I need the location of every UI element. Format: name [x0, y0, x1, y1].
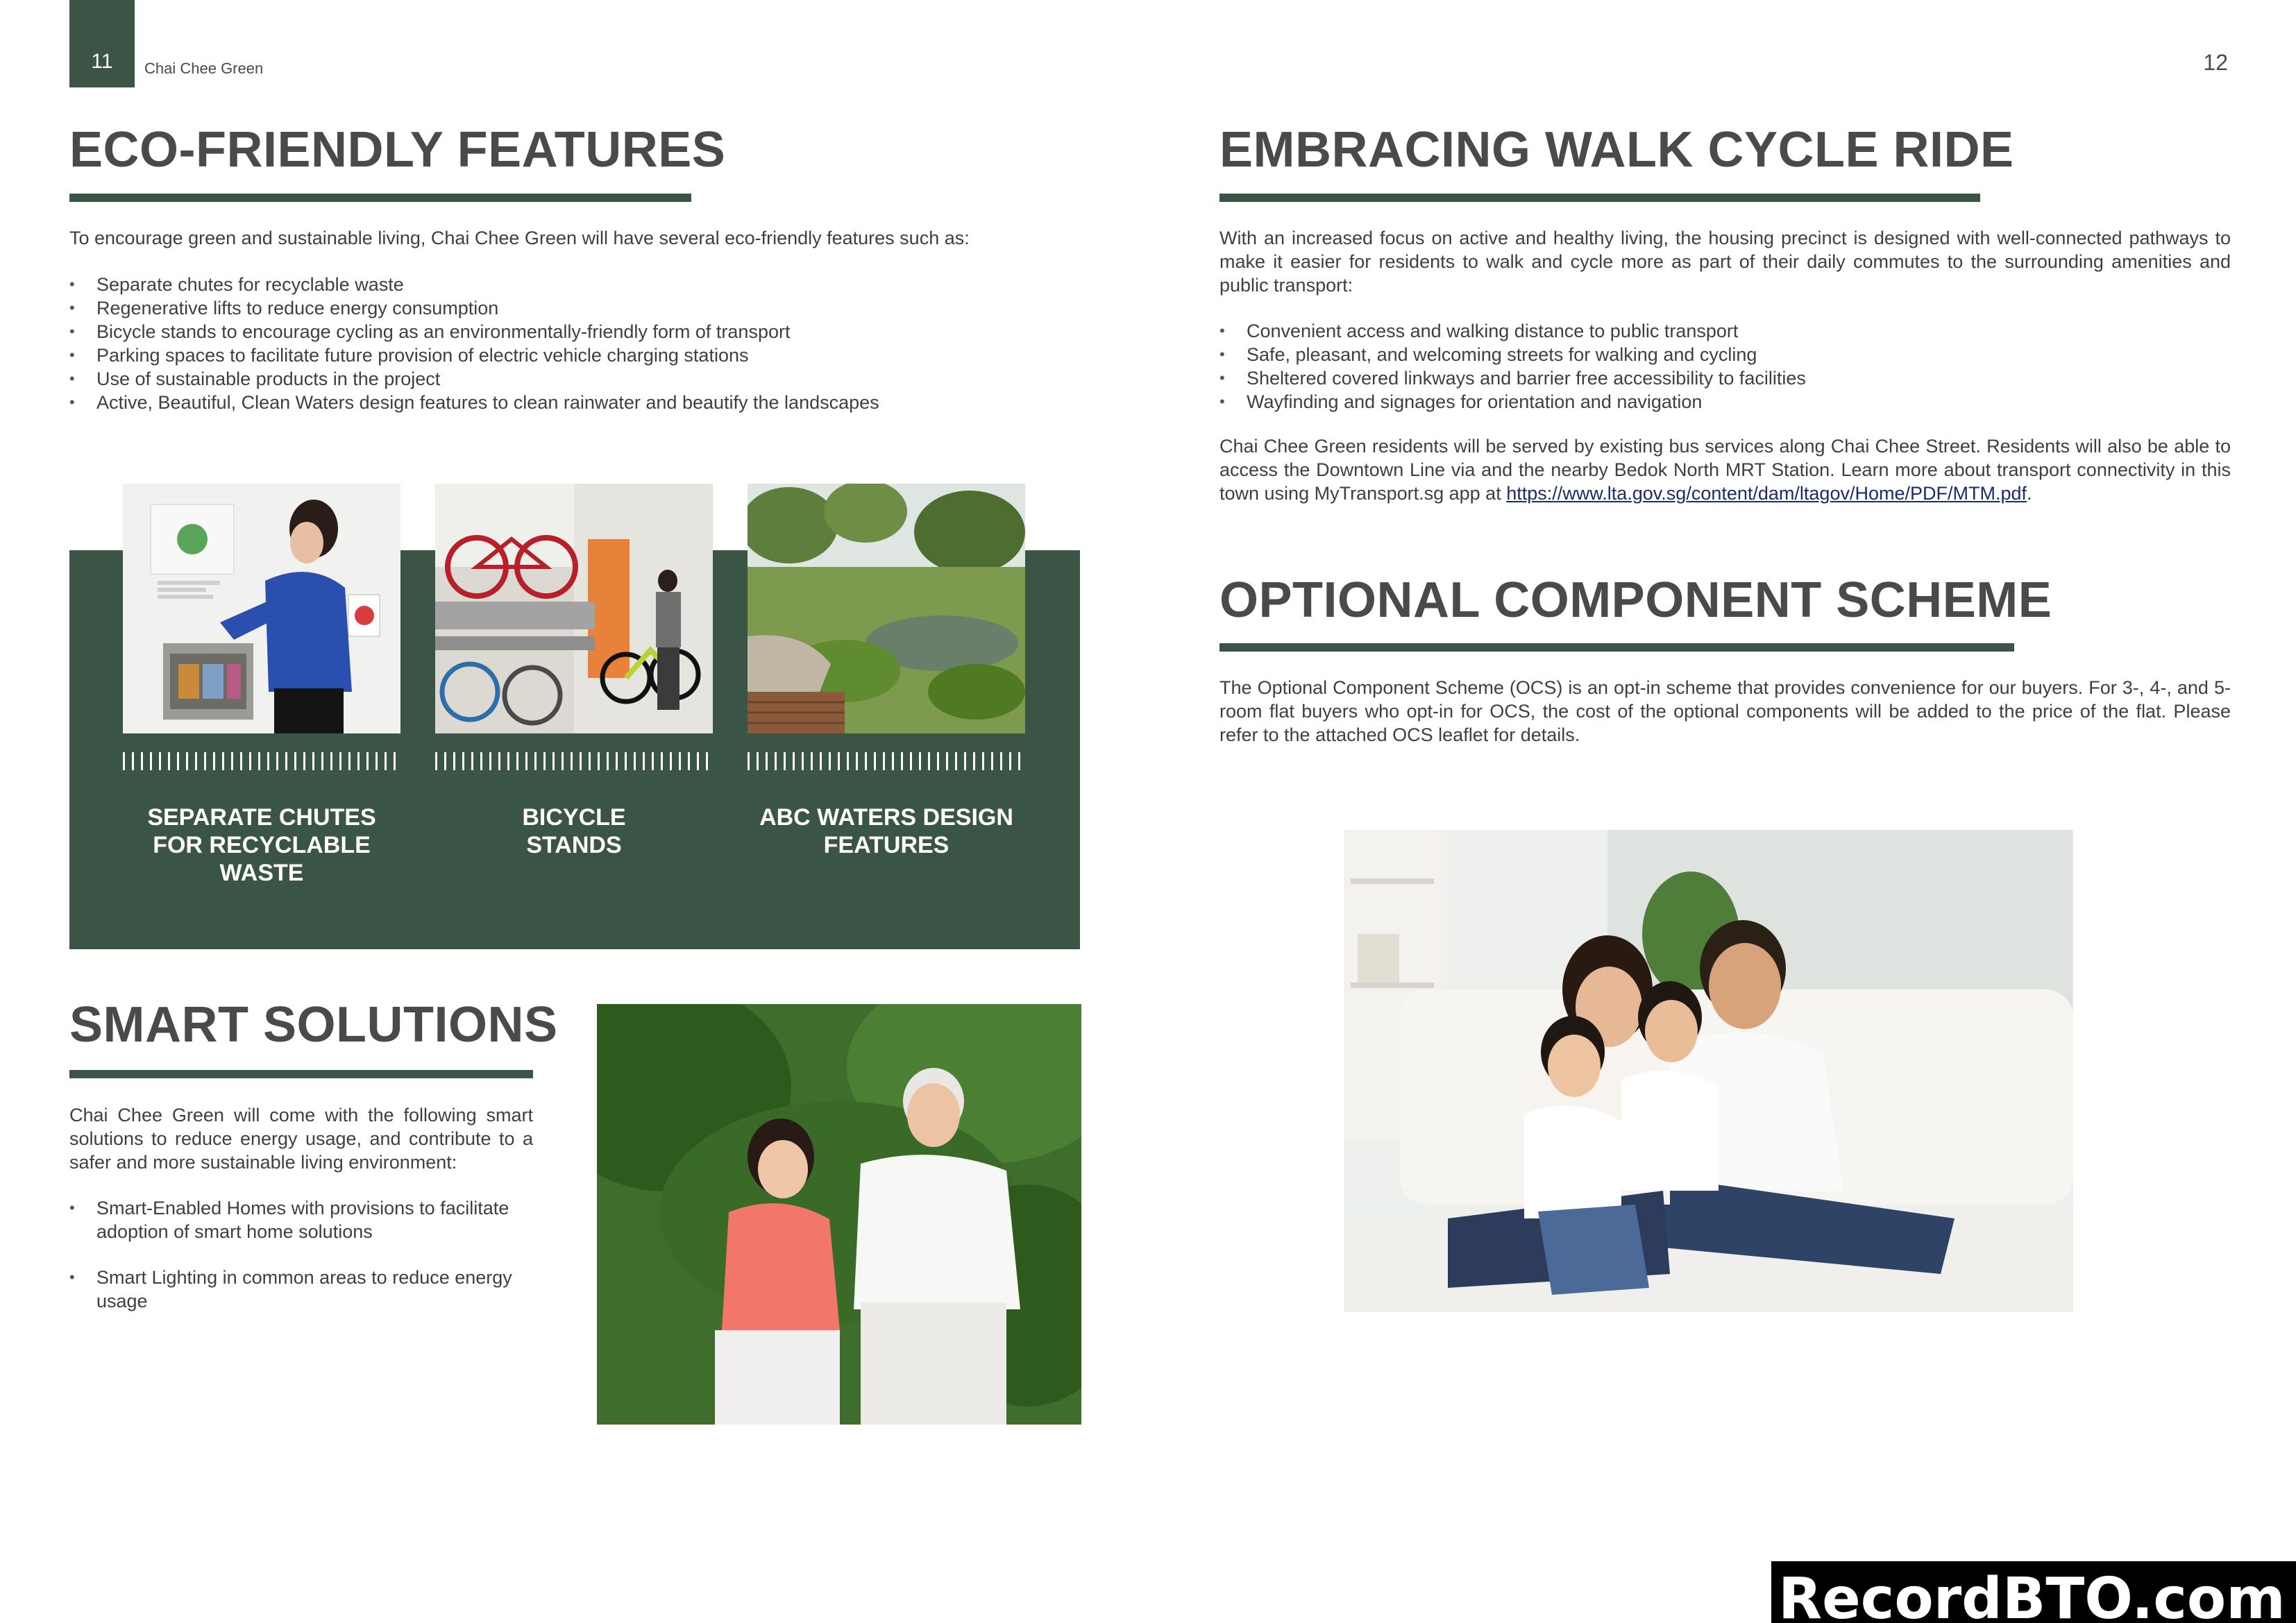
- document-title: Chai Chee Green: [144, 60, 264, 77]
- list-item: • Use of sustainable products in the project: [69, 367, 1083, 391]
- smart-intro: Chai Chee Green will come with the following smart solutions to reduce energy usage, and contribute to a safer and more sustainable living environment:: [69, 1105, 533, 1173]
- list-item: • Parking spaces to facilitate future provision of electric vehicle charging stations: [69, 343, 1083, 367]
- walk-heading: EMBRACING WALK CYCLE RIDE: [1219, 122, 2014, 178]
- transport-paragraph: [1219, 434, 2231, 505]
- abc-waters-photo: [748, 484, 1025, 733]
- list-item: • Safe, pleasant, and welcoming streets for walking and cycling: [1219, 343, 2231, 366]
- recycling-chute-photo: [123, 484, 400, 733]
- page-number-tab: [69, 0, 135, 87]
- feature-label-line: STANDS: [526, 832, 622, 858]
- transport-text: Chai Chee Green residents will be served by existing bus services along Chai Chee Street. Residents will also be able to access the Downtown Line via and the nearby Bedok North MRT Station. Learn more about transport connectivity in this town using MyTransport.sg app at: [1219, 436, 2231, 504]
- walk-bullet-list: [1219, 319, 2231, 414]
- decorative-barcode-divider: [435, 752, 713, 770]
- feature-label-line: SEPARATE CHUTES: [147, 804, 376, 831]
- eco-intro: To encourage green and sustainable living, Chai Chee Green will have several eco-friendly features such as:: [69, 228, 970, 248]
- list-item: • Separate chutes for recyclable waste: [69, 273, 1083, 296]
- bicycle-stands-photo: [435, 484, 713, 733]
- walk-intro: With an increased focus on active and healthy living, the housing precinct is designed with well-connected pathways to make it easier for residents to walk and cycle more as part of their daily commutes to the surrounding amenities and public transport:: [1219, 228, 2231, 296]
- eco-heading-rule: [69, 194, 691, 202]
- list-item: • Convenient access and walking distance to public transport: [1219, 319, 2231, 343]
- ocs-heading: OPTIONAL COMPONENT SCHEME: [1219, 572, 2052, 628]
- lta-mtm-link[interactable]: https://www.lta.gov.sg/content/dam/ltagov/Home/PDF/MTM.pdf: [1506, 483, 2027, 504]
- list-item: • Bicycle stands to encourage cycling as an environmentally-friendly form of transport: [69, 320, 1083, 343]
- list-item: • Regenerative lifts to reduce energy consumption: [69, 296, 1083, 320]
- family-photo: [1344, 830, 2073, 1312]
- list-item: • Smart Lighting in common areas to reduce energy usage: [69, 1266, 533, 1313]
- ocs-heading-rule: [1219, 643, 2014, 652]
- feature-label-line: FOR RECYCLABLE: [153, 832, 371, 858]
- page-number-left: 11: [91, 50, 113, 73]
- feature-label-line: WASTE: [219, 860, 304, 886]
- list-item: • Sheltered covered linkways and barrier free accessibility to facilities: [1219, 366, 2231, 390]
- list-item: • Wayfinding and signages for orientation and navigation: [1219, 390, 2231, 414]
- feature-label-abc-waters: [748, 804, 1025, 859]
- decorative-barcode-divider: [123, 752, 400, 770]
- feature-label-line: BICYCLE: [522, 804, 626, 831]
- eco-heading: ECO-FRIENDLY FEATURES: [69, 122, 726, 178]
- watermark-logo: RecordBTO.com: [1771, 1561, 2296, 1623]
- ocs-text: The Optional Component Scheme (OCS) is an opt-in scheme that provides convenience for our buyers. For 3-, 4-, and 5-room flat buyers who opt-in for OCS, the cost of the optional components will be added to the price of the flat. Please refer to the attached OCS leaflet for details.: [1219, 677, 2231, 745]
- list-item: • Smart-Enabled Homes with provisions to facilitate adoption of smart home solutions: [69, 1196, 533, 1243]
- smart-heading-rule: [69, 1070, 533, 1078]
- feature-label-line: ABC WATERS DESIGN: [759, 804, 1013, 831]
- smart-bullet-list: [69, 1196, 533, 1313]
- list-item: • Active, Beautiful, Clean Waters design features to clean rainwater and beautify the landscapes: [69, 391, 1083, 414]
- jogging-couple-photo: [597, 1004, 1081, 1425]
- feature-label-chutes: [123, 804, 400, 887]
- feature-label-bicycles: [435, 804, 713, 859]
- feature-label-line: FEATURES: [823, 832, 949, 858]
- decorative-barcode-divider: [748, 752, 1025, 770]
- transport-text-end: .: [2027, 483, 2032, 504]
- page-number-right: 12: [2203, 50, 2228, 75]
- eco-bullet-list: [69, 273, 1083, 414]
- smart-heading: SMART SOLUTIONS: [69, 997, 558, 1053]
- walk-heading-rule: [1219, 194, 1980, 202]
